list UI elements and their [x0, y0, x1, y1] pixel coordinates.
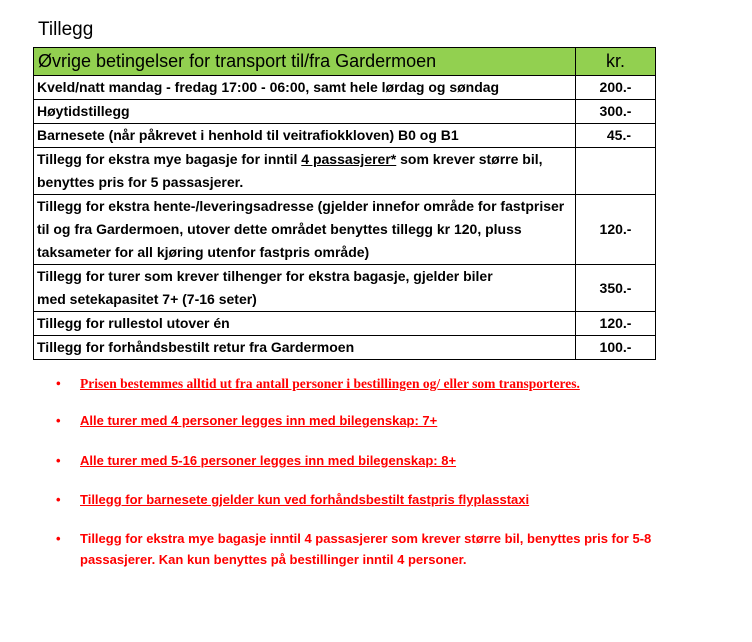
row-text: Høytidstillegg: [34, 100, 576, 124]
list-item: [56, 450, 716, 471]
table-row: [34, 195, 656, 265]
header-description: Øvrige betingelser for transport til/fra Gardermoen: [34, 48, 576, 76]
row-text-part: Tillegg for ekstra mye bagasje for inntil: [37, 151, 302, 167]
bullet-icon: •: [56, 413, 61, 428]
bullet-icon: •: [56, 376, 61, 391]
page-title: Tillegg: [38, 19, 94, 40]
row-price: 350.-: [576, 265, 656, 312]
note-text: Tillegg for barnesete gjelder kun ved forhåndsbestilt fastpris flyplasstaxi: [80, 492, 530, 507]
row-text-part: som krever større bil, benyttes pris for 5 passasjerer.: [37, 151, 543, 190]
row-price: 45.-: [576, 124, 656, 148]
row-text: Barnesete (når påkrevet i henhold til veitrafiokkloven) B0 og B1: [34, 124, 576, 148]
row-text-line: med setekapasitet 7+ (7-16 seter): [37, 291, 257, 307]
bullet-icon: •: [56, 531, 61, 546]
table-header-row: [34, 48, 656, 76]
table-row: [34, 265, 656, 312]
row-price: 120.-: [576, 195, 656, 265]
notes-list: [56, 372, 716, 570]
row-text: Tillegg for forhåndsbestilt retur fra Gardermoen: [34, 336, 576, 360]
note-text: Alle turer med 4 personer legges inn med bilegenskap: 7+: [80, 413, 438, 428]
table-row: [34, 76, 656, 100]
row-price: 100.-: [576, 336, 656, 360]
row-text: Tillegg for rullestol utover én: [34, 312, 576, 336]
row-price: [576, 148, 656, 195]
header-price: kr.: [576, 48, 656, 76]
row-text: [34, 265, 576, 312]
row-text-underlined: 4 passasjerer*: [301, 151, 397, 167]
table-row: [34, 312, 656, 336]
bullet-icon: •: [56, 453, 61, 468]
list-item: [56, 528, 716, 570]
row-text-line: Tillegg for turer som krever tilhenger for ekstra bagasje, gjelder biler: [37, 268, 493, 284]
list-item: [56, 410, 716, 431]
row-price: 300.-: [576, 100, 656, 124]
list-item: [56, 489, 716, 510]
row-text: Tillegg for ekstra hente-/leveringsadresse (gjelder innefor område for fastpriser til og fra Gardermoen, utover dette området benyttes tillegg kr 120, pluss taksameter for all kjøring utenfor fastpris område): [34, 195, 576, 265]
row-text: Kveld/natt mandag - fredag 17:00 - 06:00, samt hele lørdag og søndag: [34, 76, 576, 100]
table-row: [34, 100, 656, 124]
row-text: [34, 148, 576, 195]
note-text: Prisen bestemmes alltid ut fra antall personer i bestillingen og/ eller som transporteres.: [80, 376, 580, 391]
table-row: [34, 124, 656, 148]
table-row: [34, 148, 656, 195]
bullet-icon: •: [56, 492, 61, 507]
note-text: Tillegg for ekstra mye bagasje inntil 4 passasjerer som krever større bil, benyttes pris for 5-8 passasjerer. Kan kun benyttes på bestillinger inntil 4 personer.: [80, 531, 652, 567]
row-price: 120.-: [576, 312, 656, 336]
table-row: [34, 336, 656, 360]
surcharge-table: [33, 47, 656, 360]
note-text: Alle turer med 5-16 personer legges inn med bilegenskap: 8+: [80, 453, 457, 468]
row-price: 200.-: [576, 76, 656, 100]
list-item: [56, 373, 716, 394]
